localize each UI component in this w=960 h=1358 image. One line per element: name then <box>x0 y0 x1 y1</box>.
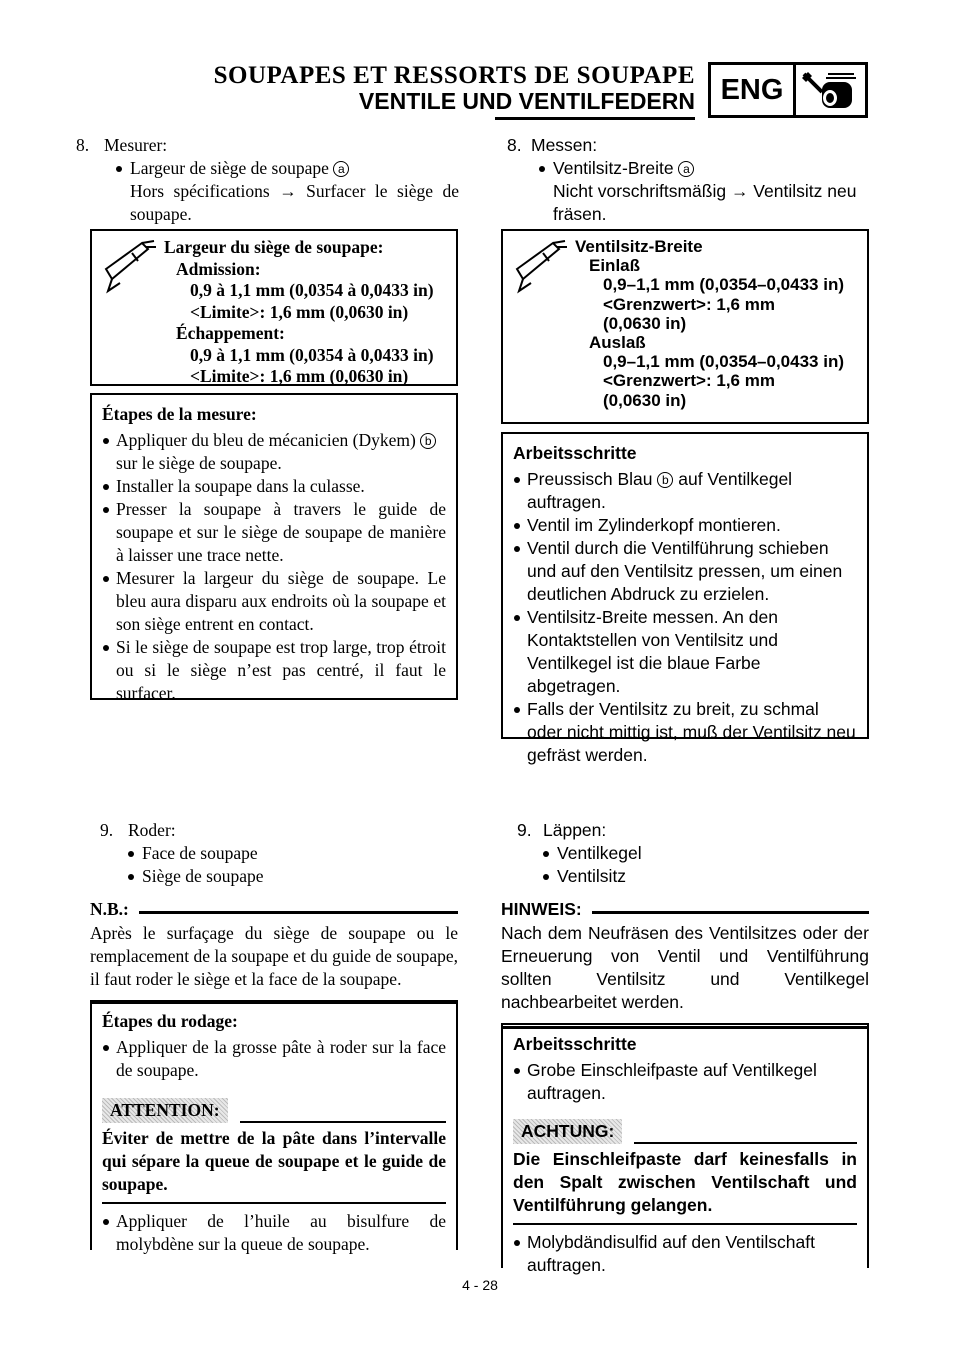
engine-wrench-icon <box>796 65 865 115</box>
marker-b: b <box>657 472 673 488</box>
marker-a: a <box>678 161 694 177</box>
de-measure-title: Arbeitsschritte <box>513 443 637 463</box>
fr-measure-b4: Mesurer la largeur du siège de soupape. Le bleu aura disparu aux endroits où la soupape et son siège entrent en contact. <box>102 567 446 636</box>
header-title-fr: SOUPAPES ET RESSORTS DE SOUPAPE <box>213 62 695 89</box>
fr-step9-num: 9. <box>100 820 114 840</box>
marker-b: b <box>420 433 436 449</box>
de-step9-i1: Ventilkegel <box>541 842 869 865</box>
marker-a: a <box>333 161 349 177</box>
de-step8-item: Ventilsitz-Breite a <box>537 157 869 180</box>
fr-step8-num: 8. <box>76 135 90 155</box>
de-measure-b1: Preussisch Blau b auf Ventilkegel auftragen. <box>513 468 857 514</box>
fr-lapping-b2: Appliquer de l’huile au bisulfure de molybdène sur la queue de soupape. <box>102 1210 446 1256</box>
de-measure-b2: Ventil im Zylinderkopf montieren. <box>513 514 857 537</box>
fr-measure-b2: Installer la soupape dans la culasse. <box>102 475 446 498</box>
de-nb-label: HINWEIS: <box>501 899 582 919</box>
de-step9 <box>517 819 869 888</box>
header-rule <box>495 117 695 120</box>
de-lapping-title: Arbeitsschritte <box>513 1034 637 1054</box>
fr-nb <box>90 898 458 1004</box>
de-measure-box <box>501 432 869 765</box>
de-caution-text: Die Einschleifpaste darf keinesfalls in den Spalt zwischen Ventilschaft und Ventilführung gelangen. <box>513 1149 857 1215</box>
fr-measure-title: Étapes de la mesure: <box>102 404 257 424</box>
fr-step9 <box>100 819 459 888</box>
de-caution-label: ACHTUNG: <box>513 1119 622 1144</box>
de-step8-title: Messen: <box>531 135 598 155</box>
de-spec-intake-limit2: (0,0630 in) <box>603 313 687 333</box>
fr-lapping-box <box>90 1000 458 1254</box>
fr-caution-text: Éviter de mettre de la pâte dans l’intervalle qui sépare la queue de soupape et le guide de soupape. <box>102 1128 446 1194</box>
de-nb <box>501 898 869 1029</box>
de-step9-i2: Ventilsitz <box>541 865 869 888</box>
fr-measure-b1: Appliquer du bleu de mécanicien (Dykem) b sur le siège de soupape. <box>102 429 446 475</box>
de-spec-box <box>501 229 869 424</box>
fr-lapping-title: Étapes du rodage: <box>102 1011 238 1031</box>
de-spec-intake-label: Einlaß <box>589 256 641 276</box>
fr-step9-i2: Siège de soupape <box>126 865 459 888</box>
fr-step9-title: Roder: <box>128 820 176 840</box>
de-lapping-box <box>501 1023 869 1275</box>
de-lapping-b2: Molybdändisulfid auf den Ventilschaft auftragen. <box>513 1231 857 1277</box>
eng-badge <box>708 62 868 118</box>
fr-step9-i1: Face de soupape <box>126 842 459 865</box>
de-spec-exhaust-label: Auslaß <box>589 333 646 353</box>
caliper-icon <box>513 239 569 295</box>
header-title-de: VENTILE UND VENTILFEDERN <box>358 88 695 114</box>
de-step8-num: 8. <box>507 135 522 155</box>
fr-spec-box <box>90 229 458 386</box>
fr-measure-b5: Si le siège de soupape est trop large, trop étroit ou si le siège n’est pas centré, il faut le surfacer. <box>102 636 446 705</box>
fr-spec-intake-value: 0,9 à 1,1 mm (0,0354 à 0,0433 in) <box>190 280 434 300</box>
fr-step8-title: Mesurer: <box>104 135 168 155</box>
de-spec-title: Ventilsitz-Breite <box>575 237 703 256</box>
de-step9-title: Läppen: <box>543 820 607 840</box>
fr-spec-title: Largeur du siège de soupape: <box>164 237 384 257</box>
de-measure-b5: Falls der Ventilsitz zu breit, zu schmal oder nicht mittig ist, muß der Ventilsitz neu gefräst werden. <box>513 698 857 767</box>
fr-step8 <box>76 134 459 226</box>
fr-measure-b3: Presser la soupape à travers le guide de soupape et sur le siège de soupape de manière à laisser une trace nette. <box>102 498 446 567</box>
de-measure-b4: Ventilsitz-Breite messen. An den Kontaktstellen von Ventilsitz und Ventilkegel ist die blaue Farbe abgetragen. <box>513 606 857 698</box>
fr-nb-label: N.B.: <box>90 899 129 919</box>
de-nb-text: Nach dem Neufräsen des Ventilsitzes oder der Erneuerung von Ventil und Ventilführung sollten Ventilsitz und Ventilkegel nachbearbeitet werden. <box>501 923 869 1012</box>
de-spec-exhaust-limit: <Grenzwert>: 1,6 mm <box>603 371 775 391</box>
fr-caution-label: ATTENTION: <box>102 1098 228 1123</box>
de-spec-exhaust-limit2: (0,0630 in) <box>603 390 687 410</box>
de-step9-num: 9. <box>517 820 532 840</box>
fr-measure-box <box>90 393 458 703</box>
eng-label: ENG <box>711 65 796 115</box>
de-spec-exhaust-value: 0,9–1,1 mm (0,0354–0,0433 in) <box>603 352 844 372</box>
fr-step8-item: Largeur de siège de soupape a <box>114 157 459 180</box>
caliper-icon <box>102 239 158 295</box>
de-spec-intake-limit: <Grenzwert>: 1,6 mm <box>603 294 775 314</box>
fr-spec-intake-limit: <Limite>: 1,6 mm (0,0630 in) <box>190 301 409 322</box>
de-step8 <box>507 134 869 226</box>
fr-spec-exhaust-limit: <Limite>: 1,6 mm (0,0630 in) <box>190 366 409 386</box>
de-spec-intake-value: 0,9–1,1 mm (0,0354–0,0433 in) <box>603 275 844 295</box>
de-measure-b3: Ventil durch die Ventilführung schieben und auf den Ventilsitz pressen, um einen deutlichen Abdruck zu erzielen. <box>513 537 857 606</box>
de-lapping-b1: Grobe Einschleifpaste auf Ventilkegel auftragen. <box>513 1059 857 1105</box>
fr-nb-text: Après le surfaçage du siège de soupape ou le remplacement de la soupape et du guide de soupape, il faut roder le siège et la face de la soupape. <box>90 923 458 989</box>
fr-step8-note: Hors spécifications → Surfacer le siège de soupape. <box>130 181 459 224</box>
page-number: 4 - 28 <box>462 1277 498 1293</box>
de-step8-note: Nicht vorschriftsmäßig → Ventilsitz neu fräsen. <box>553 181 857 224</box>
fr-spec-exhaust-value: 0,9 à 1,1 mm (0,0354 à 0,0433 in) <box>190 344 434 365</box>
fr-spec-exhaust-label: Échappement: <box>176 323 285 343</box>
fr-lapping-b1: Appliquer de la grosse pâte à roder sur la face de soupape. <box>102 1036 446 1082</box>
fr-spec-intake-label: Admission: <box>176 258 261 279</box>
